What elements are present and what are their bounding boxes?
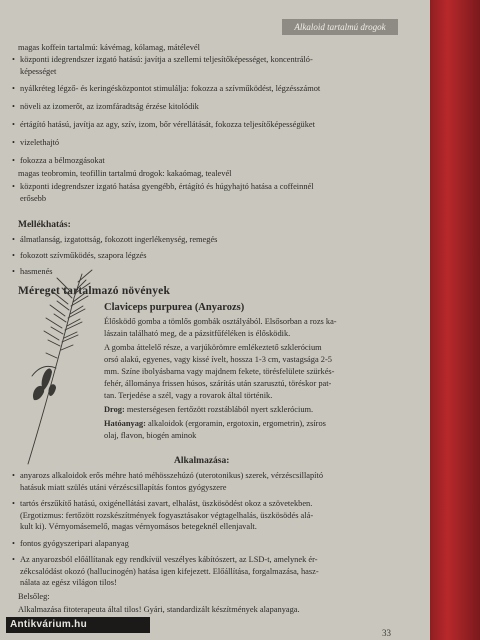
book-spine — [430, 0, 480, 640]
watermark-logo: Antikvárium.hu — [6, 617, 150, 633]
ergot-rye-illustration — [16, 268, 98, 468]
active-text: alkaloidok (ergoramin, ergotoxin, ergometrin), zsíros — [145, 419, 326, 428]
poison-plants-title: Méreget tartalmazó növények — [18, 285, 171, 297]
internal-text: Alkalmazása fitoterapeuta által tilos! Gyári, standardizált készítmények alapanyaga. — [18, 605, 300, 614]
species-name: Claviceps purpurea (Anyarozs) — [104, 302, 245, 313]
page-body: magas koffein tartalmú: kávémag, kólamag, mátélevél központi idegrendszer izgató hatású: javítja a szellemi teljesítőképességet, koncentráló- képességet nyálkréteg légző- és keringésközpontot stimulálja: fokozza a szívműködést, légzésszámot növeli az izomerőt, az izomfáradtság érzése kitolódik értágító hatású, javítja az agy, szív, izom, bőr vérellátását, fokozza teljesítőképességüket vizelethajtó fokozza a bélmozgásokat magas teobromin, teofillin tartalmú drogok: kakaómag, tealevél központi idegrendszer izgató hatása gyengébb, értágító és húgyhajtó hatása a coffeinnél erősebb Mellékhatás: álmatlanság, izgatottság, fokozott ingerlékenység, remegés fokozott szívműködés, szapora légzés hasmenés Méreget tartalmazó növények Claviceps purpurea (Anyarozs) Élősködő gomba a tömlős gombák osztályából. Elsősorban a rozs ka- lászain található meg, de a pázsitfűféléken is élősködik. A gomba áttelelő része, a varjúkörömre emlékeztető szklerócium orsó alakú, egyenes, vagy kissé ívelt, hossza 1-3 cm, vastagsága 2-5 mm. Színe ibolyásbarna vagy majdnem fekete, törésfelülete szürkés- fehér, állománya frissen húsos, szárítás után szarusztú, töréskor pat- tan. Terjedése a szél, vagy a rovarok által történik. Drog: mesterségesen fertőzött rozstáblából nyert szklerócium. Hatóanyag: alkaloidok (ergoramin, ergotoxin, ergometrin), zsíros olaj, flavon, biogén aminok Alkalmazása: anyarozs alkaloidok erős méhre ható méhösszehúzó (uterotonikus) szerek, vérzéscsillapító hatásuk miatt szülés utáni vérzéscsillapítás fontos gyógyszere tartós érszűkítő hatású, oxigénellátási zavart, elhalást, üszkösödést okoz a szövetekben. (Ergotizmus: fertőzött rozskészítmények fogyasztásakor végtagelhalás, üszkösödés alá- kult ki). Vérnyomásemelő, magas vérnyomásos betegeknél ellenjavalt. fontos gyógyszeripari alapanyag Az anyarozsból előállítanak egy rendkívül veszélyes kábítószert, az LSD-t, amelynek ér- zékcsalódást okozó (hallucinogén) hatása igen kifejezett. Előállítása, forgalmazása, hasz- nálata az egész világon tilos! Belsőleg: Alkalmazása fitoterapeuta által tilos! Gyári, standardizált készítmények alapanyaga. — [18, 43, 337, 614]
drug-line — [104, 404, 313, 416]
active-line — [104, 418, 326, 430]
intro-line-2: magas teobromin, teofillin tartalmú drogok: kakaómag, tealevél — [18, 169, 232, 178]
desc-line: mm. Színe ibolyásbarna vagy majdnem fekete, törésfelülete szürkés- — [104, 367, 335, 376]
usage-title: Alkalmazása: — [174, 456, 230, 466]
desc-line: Élősködő gomba a tömlős gombák osztályából. Elsősorban a rozs ka- — [104, 317, 337, 326]
running-header: Alkaloid tartalmú drogok — [282, 19, 398, 35]
desc-line: orsó alakú, egyenes, vagy kissé ívelt, hossza 1-3 cm, vastagsága 2-5 — [104, 355, 332, 364]
desc-line: A gomba áttelelő része, a varjúkörömre emlékeztető szklerócium — [104, 343, 322, 352]
internal-label: Belsőleg: — [18, 592, 50, 601]
drug-label: Drog: — [104, 405, 125, 414]
desc-line: lászain található meg, de a pázsitfűféléken is élősködik. — [104, 329, 291, 338]
desc-line: fehér, állománya frissen húsos, szárítás után szarusztú, töréskor pat- — [104, 379, 332, 388]
page-number: 33 — [382, 628, 391, 638]
active-line-2: olaj, flavon, biogén aminok — [104, 431, 197, 440]
desc-line: tan. Terjedése a szél, vagy a rovarok által történik. — [104, 391, 273, 400]
side-effects-title: Mellékhatás: — [18, 220, 71, 230]
intro-line: magas koffein tartalmú: kávémag, kólamag, mátélevél — [18, 43, 200, 52]
active-label: Hatóanyag: — [104, 419, 146, 428]
drug-text: mesterségesen fertőzött rozstáblából nyert szklerócium. — [124, 405, 314, 414]
